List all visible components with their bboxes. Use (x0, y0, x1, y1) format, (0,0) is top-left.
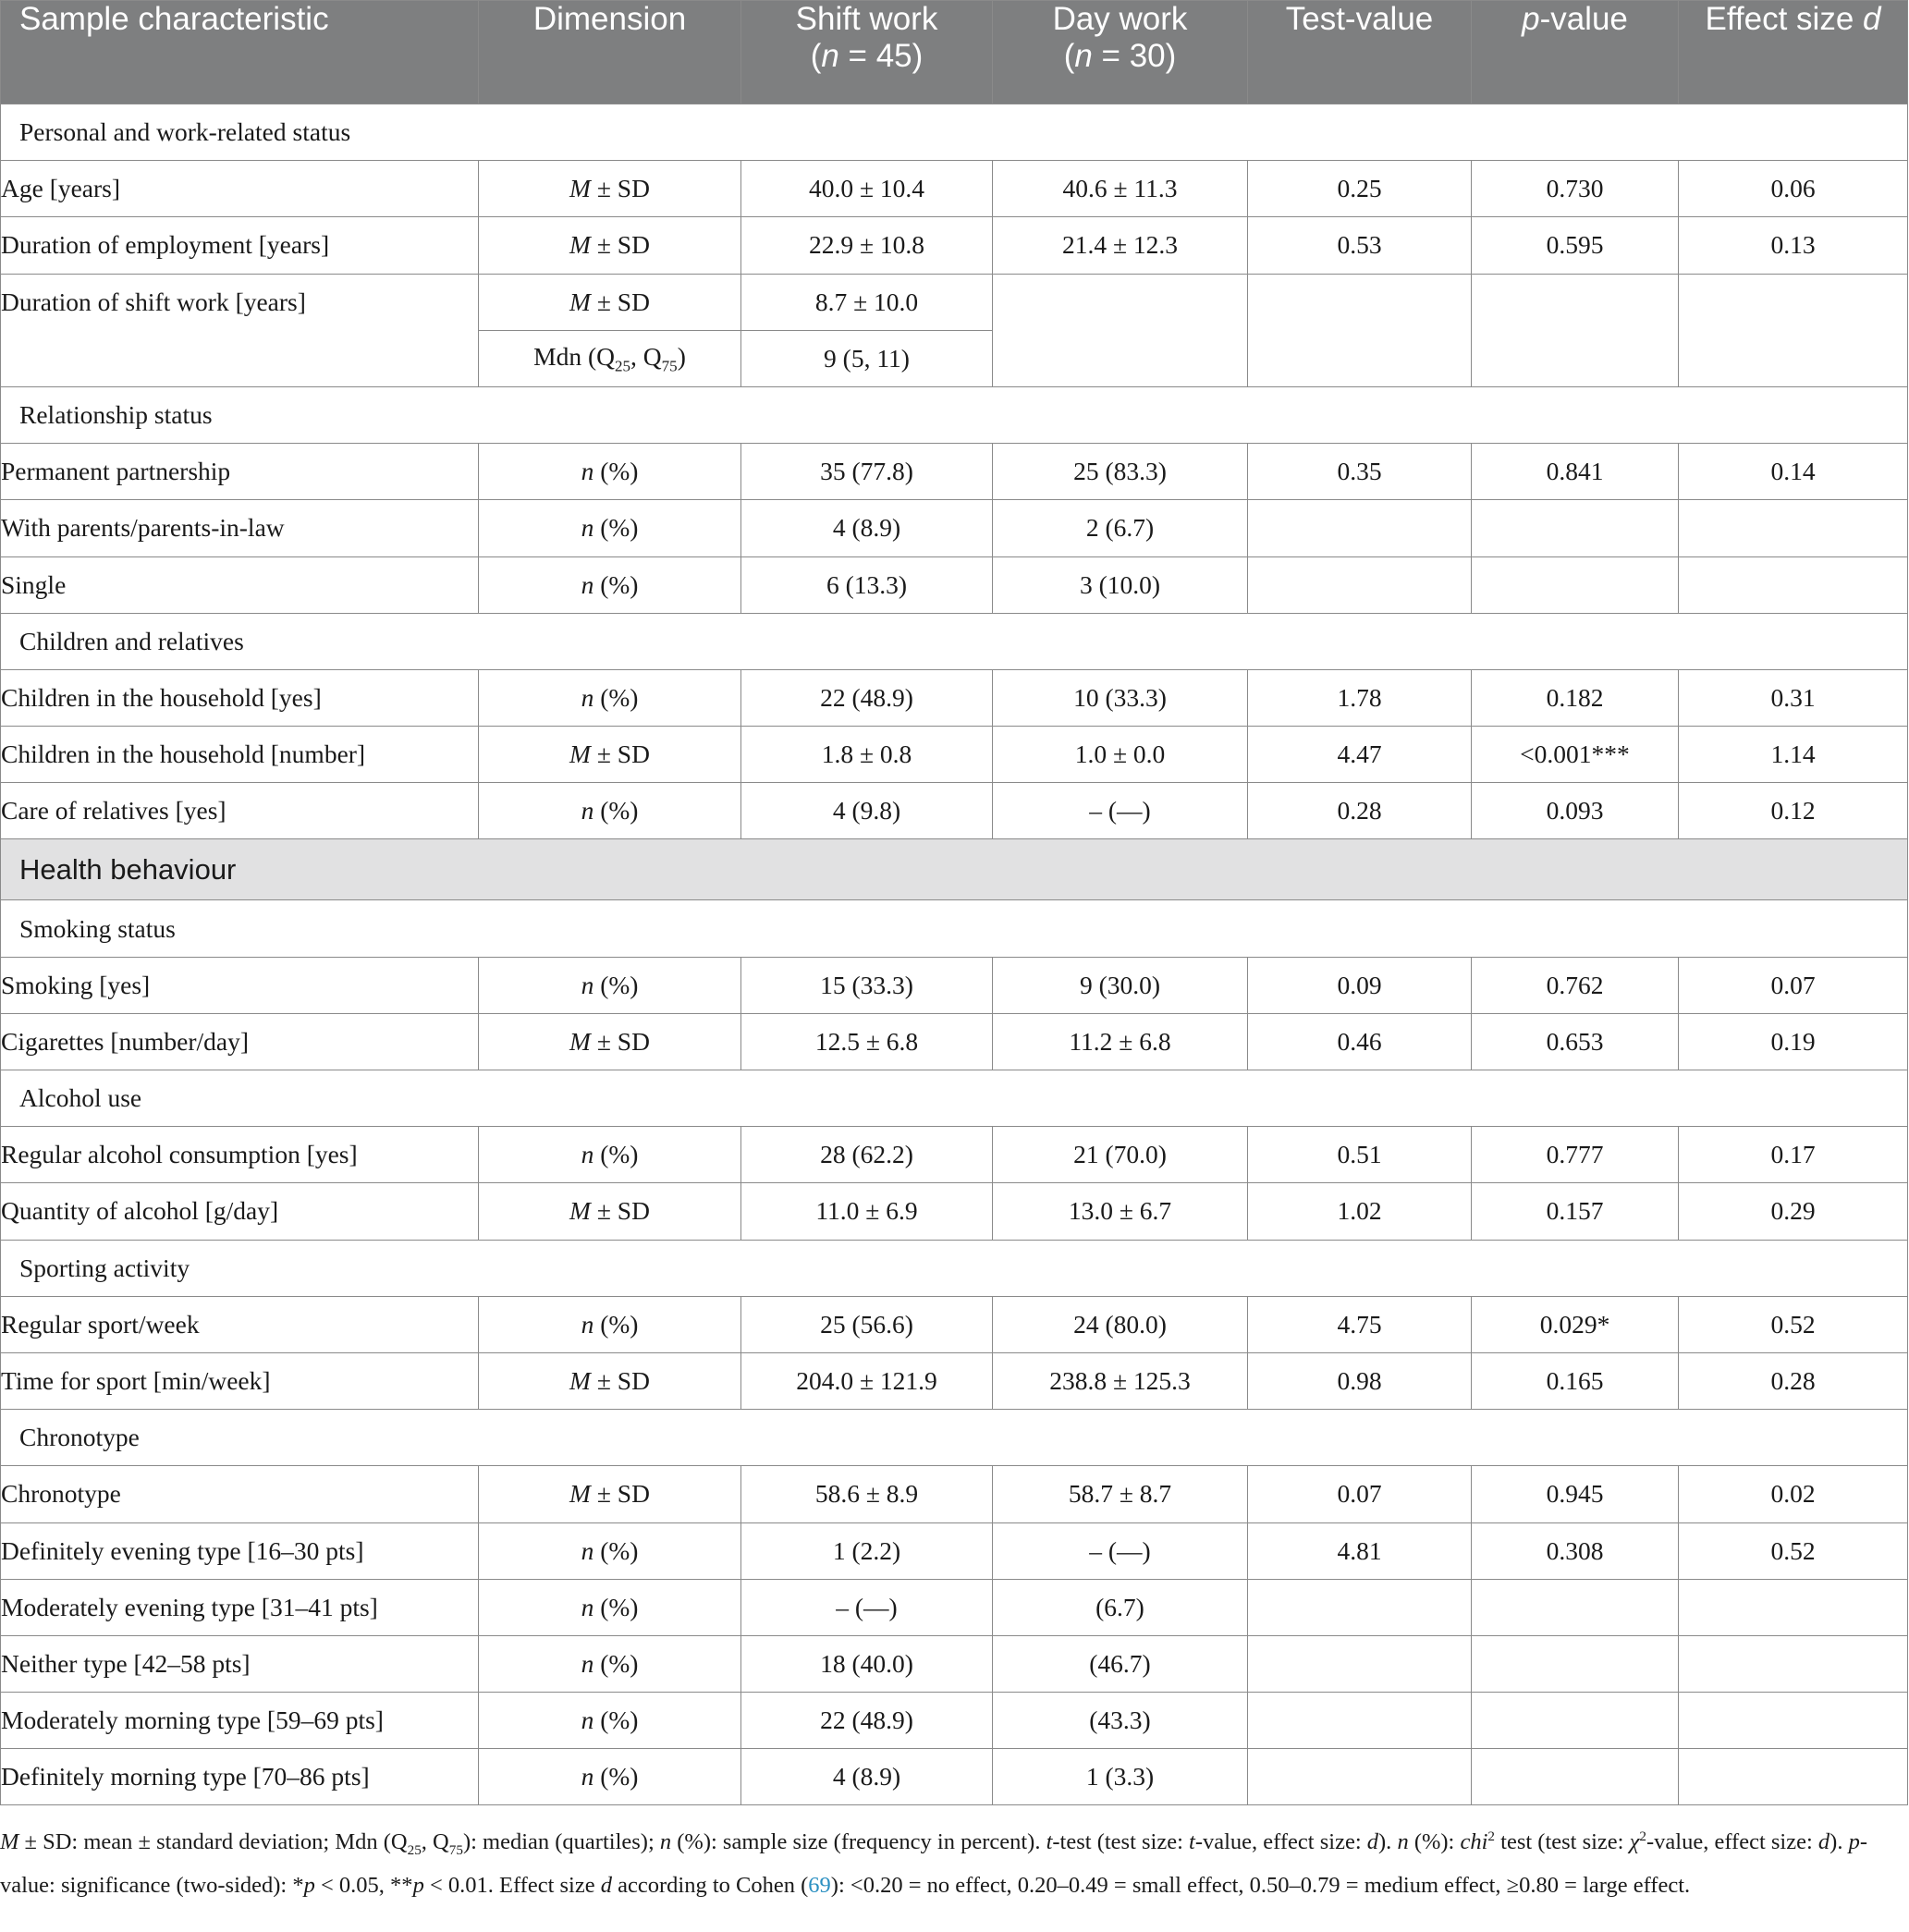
section-row: Personal and work-related status (1, 104, 1908, 161)
table-row: Single n (%) 6 (13.3) 3 (10.0) (1, 556, 1908, 613)
dimension-cell: M ± SD (479, 161, 741, 217)
table-row: Duration of shift work [years] M ± SD 8.7 ± 10.0 (1, 274, 1908, 330)
header-test-value: Test-value (1248, 1, 1472, 104)
table-row: Permanent partnership n (%) 35 (77.8) 25 (83.3) 0.35 0.841 0.14 (1, 444, 1908, 500)
table-footnote: M ± SD: mean ± standard deviation; Mdn ($Q_{25}$, $Q_{75}$): median (quartiles); n (%): sample size (frequency in percent). t-test (test size: t-value, effect size: d). n (%): chi$^2$ test (test size: $\chi^2$-value, effect size: d). p-value: significance (two-sided): *p < 0.05, **p < 0.01. Effect size d according to Cohen (69): <0.20 = no effect, 0.20–0.49 = small effect, 0.50–0.79 = medium effect, ≥0.80 = large effect. (0, 1828, 1868, 1899)
table-row: Duration of employment [years] M ± SD 22.9 ± 10.8 21.4 ± 12.3 0.53 0.595 0.13 (1, 217, 1908, 274)
dimension-cell: n (%) (479, 669, 741, 726)
header-day-work: Day work (n = 30) (993, 1, 1248, 104)
dimension-cell: n (%) (479, 500, 741, 556)
header-shift-work: Shift work (n = 45) (741, 1, 993, 104)
section-row: Relationship status (1, 386, 1908, 443)
header-p-value: p-value (1472, 1, 1679, 104)
table-row: Neither type [42–58 pts] n (%) 18 (40.0) (46.7) (1, 1635, 1908, 1692)
dimension-cell: n (%) (479, 444, 741, 500)
citation-link[interactable]: 69 (808, 1873, 831, 1899)
dimension-cell: Mdn ($Q_{25}$, $Q_{75}$) (479, 330, 741, 386)
header-dimension: Dimension (479, 1, 741, 104)
dimension-cell: n (%) (479, 1522, 741, 1579)
table-row: Regular sport/week n (%) 25 (56.6) 24 (80.0) 4.75 0.029* 0.52 (1, 1296, 1908, 1352)
table-row: With parents/parents-in-law n (%) 4 (8.9) 2 (6.7) (1, 500, 1908, 556)
table-row: Chronotype M ± SD 58.6 ± 8.9 58.7 ± 8.7 0.07 0.945 0.02 (1, 1466, 1908, 1522)
header-row (1, 1, 1908, 104)
dimension-cell: M ± SD (479, 1013, 741, 1070)
section-row: Chronotype (1, 1410, 1908, 1466)
dimension-cell: n (%) (479, 1296, 741, 1352)
header-characteristic: Sample characteristic (1, 1, 479, 104)
table-row: Smoking [yes] n (%) 15 (33.3) 9 (30.0) 0.09 0.762 0.07 (1, 957, 1908, 1013)
table-row: Definitely evening type [16–30 pts] n (%) 1 (2.2) – (—) 4.81 0.308 0.52 (1, 1522, 1908, 1579)
dimension-cell: M ± SD (479, 274, 741, 330)
dimension-cell: n (%) (479, 1579, 741, 1635)
table-row: Age [years] M ± SD 40.0 ± 10.4 40.6 ± 11.3 0.25 0.730 0.06 (1, 161, 1908, 217)
table-row: Quantity of alcohol [g/day] M ± SD 11.0 ± 6.9 13.0 ± 6.7 1.02 0.157 0.29 (1, 1183, 1908, 1240)
dimension-cell: n (%) (479, 783, 741, 839)
dimension-cell: M ± SD (479, 1183, 741, 1240)
table-row: Mdn ($Q_{25}$, $Q_{75}$) 9 (5, 11) (1, 330, 1908, 386)
dimension-cell: n (%) (479, 1635, 741, 1692)
section-row: Alcohol use (1, 1070, 1908, 1127)
dimension-cell: n (%) (479, 1127, 741, 1183)
table-row: Moderately evening type [31–41 pts] n (%) – (—) (6.7) (1, 1579, 1908, 1635)
header-effect-size: Effect size d (1679, 1, 1908, 104)
dimension-cell: M ± SD (479, 727, 741, 783)
dimension-cell: M ± SD (479, 217, 741, 274)
table-row: Time for sport [min/week] M ± SD 204.0 ± 121.9 238.8 ± 125.3 0.98 0.165 0.28 (1, 1352, 1908, 1409)
section-row: Smoking status (1, 900, 1908, 957)
dimension-cell: n (%) (479, 556, 741, 613)
table-row: Definitely morning type [70–86 pts] n (%) 4 (8.9) 1 (3.3) (1, 1749, 1908, 1805)
section-row: Sporting activity (1, 1240, 1908, 1296)
table-row: Regular alcohol consumption [yes] n (%) 28 (62.2) 21 (70.0) 0.51 0.777 0.17 (1, 1127, 1908, 1183)
dimension-cell: M ± SD (479, 1466, 741, 1522)
table-row: Care of relatives [yes] n (%) 4 (9.8) – (—) 0.28 0.093 0.12 (1, 783, 1908, 839)
table-row: Children in the household [number] M ± SD 1.8 ± 0.8 1.0 ± 0.0 4.47 <0.001*** 1.14 (1, 727, 1908, 783)
health-behaviour-band: Health behaviour (1, 839, 1908, 900)
section-row: Children and relatives (1, 613, 1908, 669)
table-row: Moderately morning type [59–69 pts] n (%) 22 (48.9) (43.3) (1, 1693, 1908, 1749)
dimension-cell: M ± SD (479, 1352, 741, 1409)
table-row: Cigarettes [number/day] M ± SD 12.5 ± 6.8 11.2 ± 6.8 0.46 0.653 0.19 (1, 1013, 1908, 1070)
dimension-cell: n (%) (479, 1693, 741, 1749)
table-row: Children in the household [yes] n (%) 22 (48.9) 10 (33.3) 1.78 0.182 0.31 (1, 669, 1908, 726)
dimension-cell: n (%) (479, 957, 741, 1013)
dimension-cell: n (%) (479, 1749, 741, 1805)
